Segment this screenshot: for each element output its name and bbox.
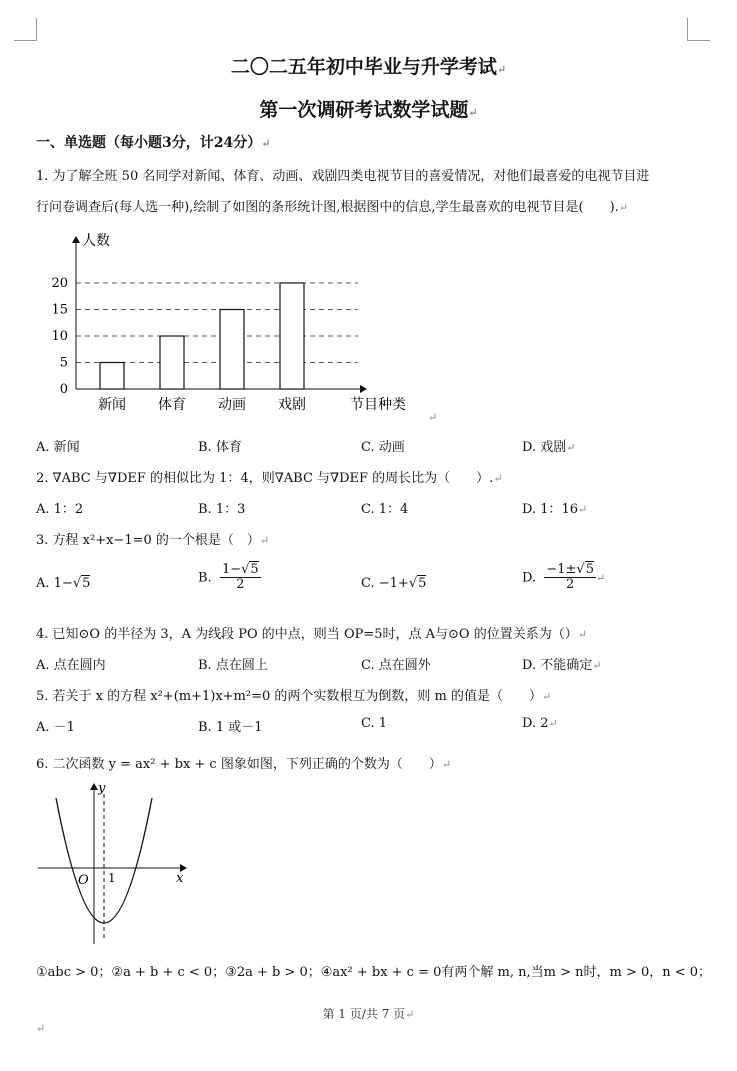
corner-mark-top-left bbox=[14, 18, 37, 41]
bar-体育 bbox=[160, 336, 184, 389]
section-heading: 一、单选题（每小题3分，计24分）↵ bbox=[36, 135, 271, 151]
chart-y-axis-label: 人数 bbox=[82, 233, 110, 249]
question-1-line-1: 1. 为了解全班 50 名同学对新闻、体育、动画、戏剧四类电视节目的喜爱情况，对他们最喜爱的电视节目进 bbox=[36, 169, 650, 184]
category-label-体育: 体育 bbox=[158, 397, 186, 413]
category-label-新闻: 新闻 bbox=[98, 397, 126, 413]
q4-option-c[interactable]: C. 点在圆外 bbox=[361, 658, 431, 673]
y-tick-label-15: 15 bbox=[51, 302, 68, 318]
question-5: 5. 若关于 x 的方程 x²+(m+1)x+m²=0 的两个实数根互为倒数，则 m 的值是（ ）↵ bbox=[36, 689, 552, 704]
category-label-戏剧: 戏剧 bbox=[278, 397, 306, 413]
q5-option-b[interactable]: B. 1 或－1 bbox=[198, 720, 263, 735]
q2-option-d[interactable]: D. 1：16↵ bbox=[522, 502, 588, 517]
q4-option-d[interactable]: D. 不能确定↵ bbox=[522, 658, 602, 673]
tick-1-label: 1 bbox=[108, 871, 116, 885]
q3-option-d[interactable]: D. $\frac{-1\pm√5}{2}$ ↵ bbox=[522, 562, 606, 593]
q4-option-a[interactable]: A. 点在圆内 bbox=[36, 658, 106, 673]
q3-option-a[interactable]: A. 1−√5 bbox=[36, 576, 91, 591]
q2-option-a[interactable]: A. 1：2 bbox=[36, 502, 84, 517]
q1-option-b[interactable]: B. 体育 bbox=[198, 440, 242, 455]
origin-label: O bbox=[78, 873, 89, 888]
question-3: 3. 方程 x²+x−1=0 的一个根是（ ）↵ bbox=[36, 533, 270, 548]
bar-新闻 bbox=[100, 363, 124, 390]
question-6: 6. 二次函数 y = ax² + bx + c 图象如图，下列正确的个数为（ ）↵ bbox=[36, 757, 452, 772]
q5-option-a[interactable]: A. －1 bbox=[36, 720, 75, 735]
q3-option-b[interactable]: B. $\frac{1-√5}{2}$ bbox=[198, 562, 259, 593]
question-1-line-2: 行问卷调查后(每人选一种),绘制了如图的条形统计图,根据图中的信息,学生最喜欢的电视节目是( ).↵ bbox=[36, 200, 629, 215]
q1-option-c[interactable]: C. 动画 bbox=[361, 440, 405, 455]
y-tick-label-5: 5 bbox=[59, 355, 68, 371]
chart-x-axis-label: 节目种类 bbox=[350, 397, 406, 413]
chart-paragraph-mark: ↵ bbox=[428, 411, 438, 424]
question-2: 2. ∇ABC 与∇DEF 的相似比为 1：4，则∇ABC 与∇DEF 的周长比为（ ）.↵ bbox=[36, 471, 503, 486]
exam-title: 二〇二五年初中毕业与升学考试↵ bbox=[230, 56, 507, 78]
q2-option-c[interactable]: C. 1：4 bbox=[361, 502, 409, 517]
q1-option-a[interactable]: A. 新闻 bbox=[36, 440, 80, 455]
question-6-statements: ①abc > 0；②a + b + c < 0；③2a + b > 0；④ax² + bx + c = 0有两个解 m, n,当m > n时，m > 0，n < 0； bbox=[36, 965, 712, 980]
bar-动画 bbox=[220, 310, 244, 390]
y-axis-label: y bbox=[98, 781, 106, 796]
exam-subtitle: 第一次调研考试数学试题↵ bbox=[259, 99, 478, 121]
q3-option-b-fraction: $\frac{1-√5}{2}$ bbox=[221, 562, 259, 593]
q3-option-d-fraction: $\frac{-1\pm√5}{2}$ bbox=[546, 562, 594, 593]
y-tick-label-20: 20 bbox=[51, 276, 68, 291]
parabola-graph bbox=[36, 778, 206, 948]
y-tick-label-0: 0 bbox=[59, 382, 68, 397]
corner-mark-top-right bbox=[687, 18, 710, 41]
page-footer: 第 1 页/共 7 页↵ bbox=[322, 1007, 415, 1021]
q5-option-d[interactable]: D. 2↵ bbox=[522, 716, 558, 731]
x-axis-label: x bbox=[176, 871, 184, 886]
bar-chart bbox=[36, 225, 456, 425]
q3-option-c[interactable]: C. −1+√5 bbox=[361, 576, 427, 591]
y-tick-label-10: 10 bbox=[51, 329, 68, 344]
q2-option-b[interactable]: B. 1：3 bbox=[198, 502, 246, 517]
category-label-动画: 动画 bbox=[218, 397, 246, 413]
bar-戏剧 bbox=[280, 283, 304, 389]
q1-option-d[interactable]: D. 戏剧↵ bbox=[522, 440, 576, 455]
q5-option-c[interactable]: C. 1 bbox=[361, 716, 388, 731]
q4-option-b[interactable]: B. 点在圆上 bbox=[198, 658, 268, 673]
question-4: 4. 已知⊙O 的半径为 3，A 为线段 PO 的中点，则当 OP=5时，点 A与⊙O 的位置关系为（）↵ bbox=[36, 627, 587, 642]
paragraph-mark: ↵ bbox=[36, 1022, 46, 1035]
